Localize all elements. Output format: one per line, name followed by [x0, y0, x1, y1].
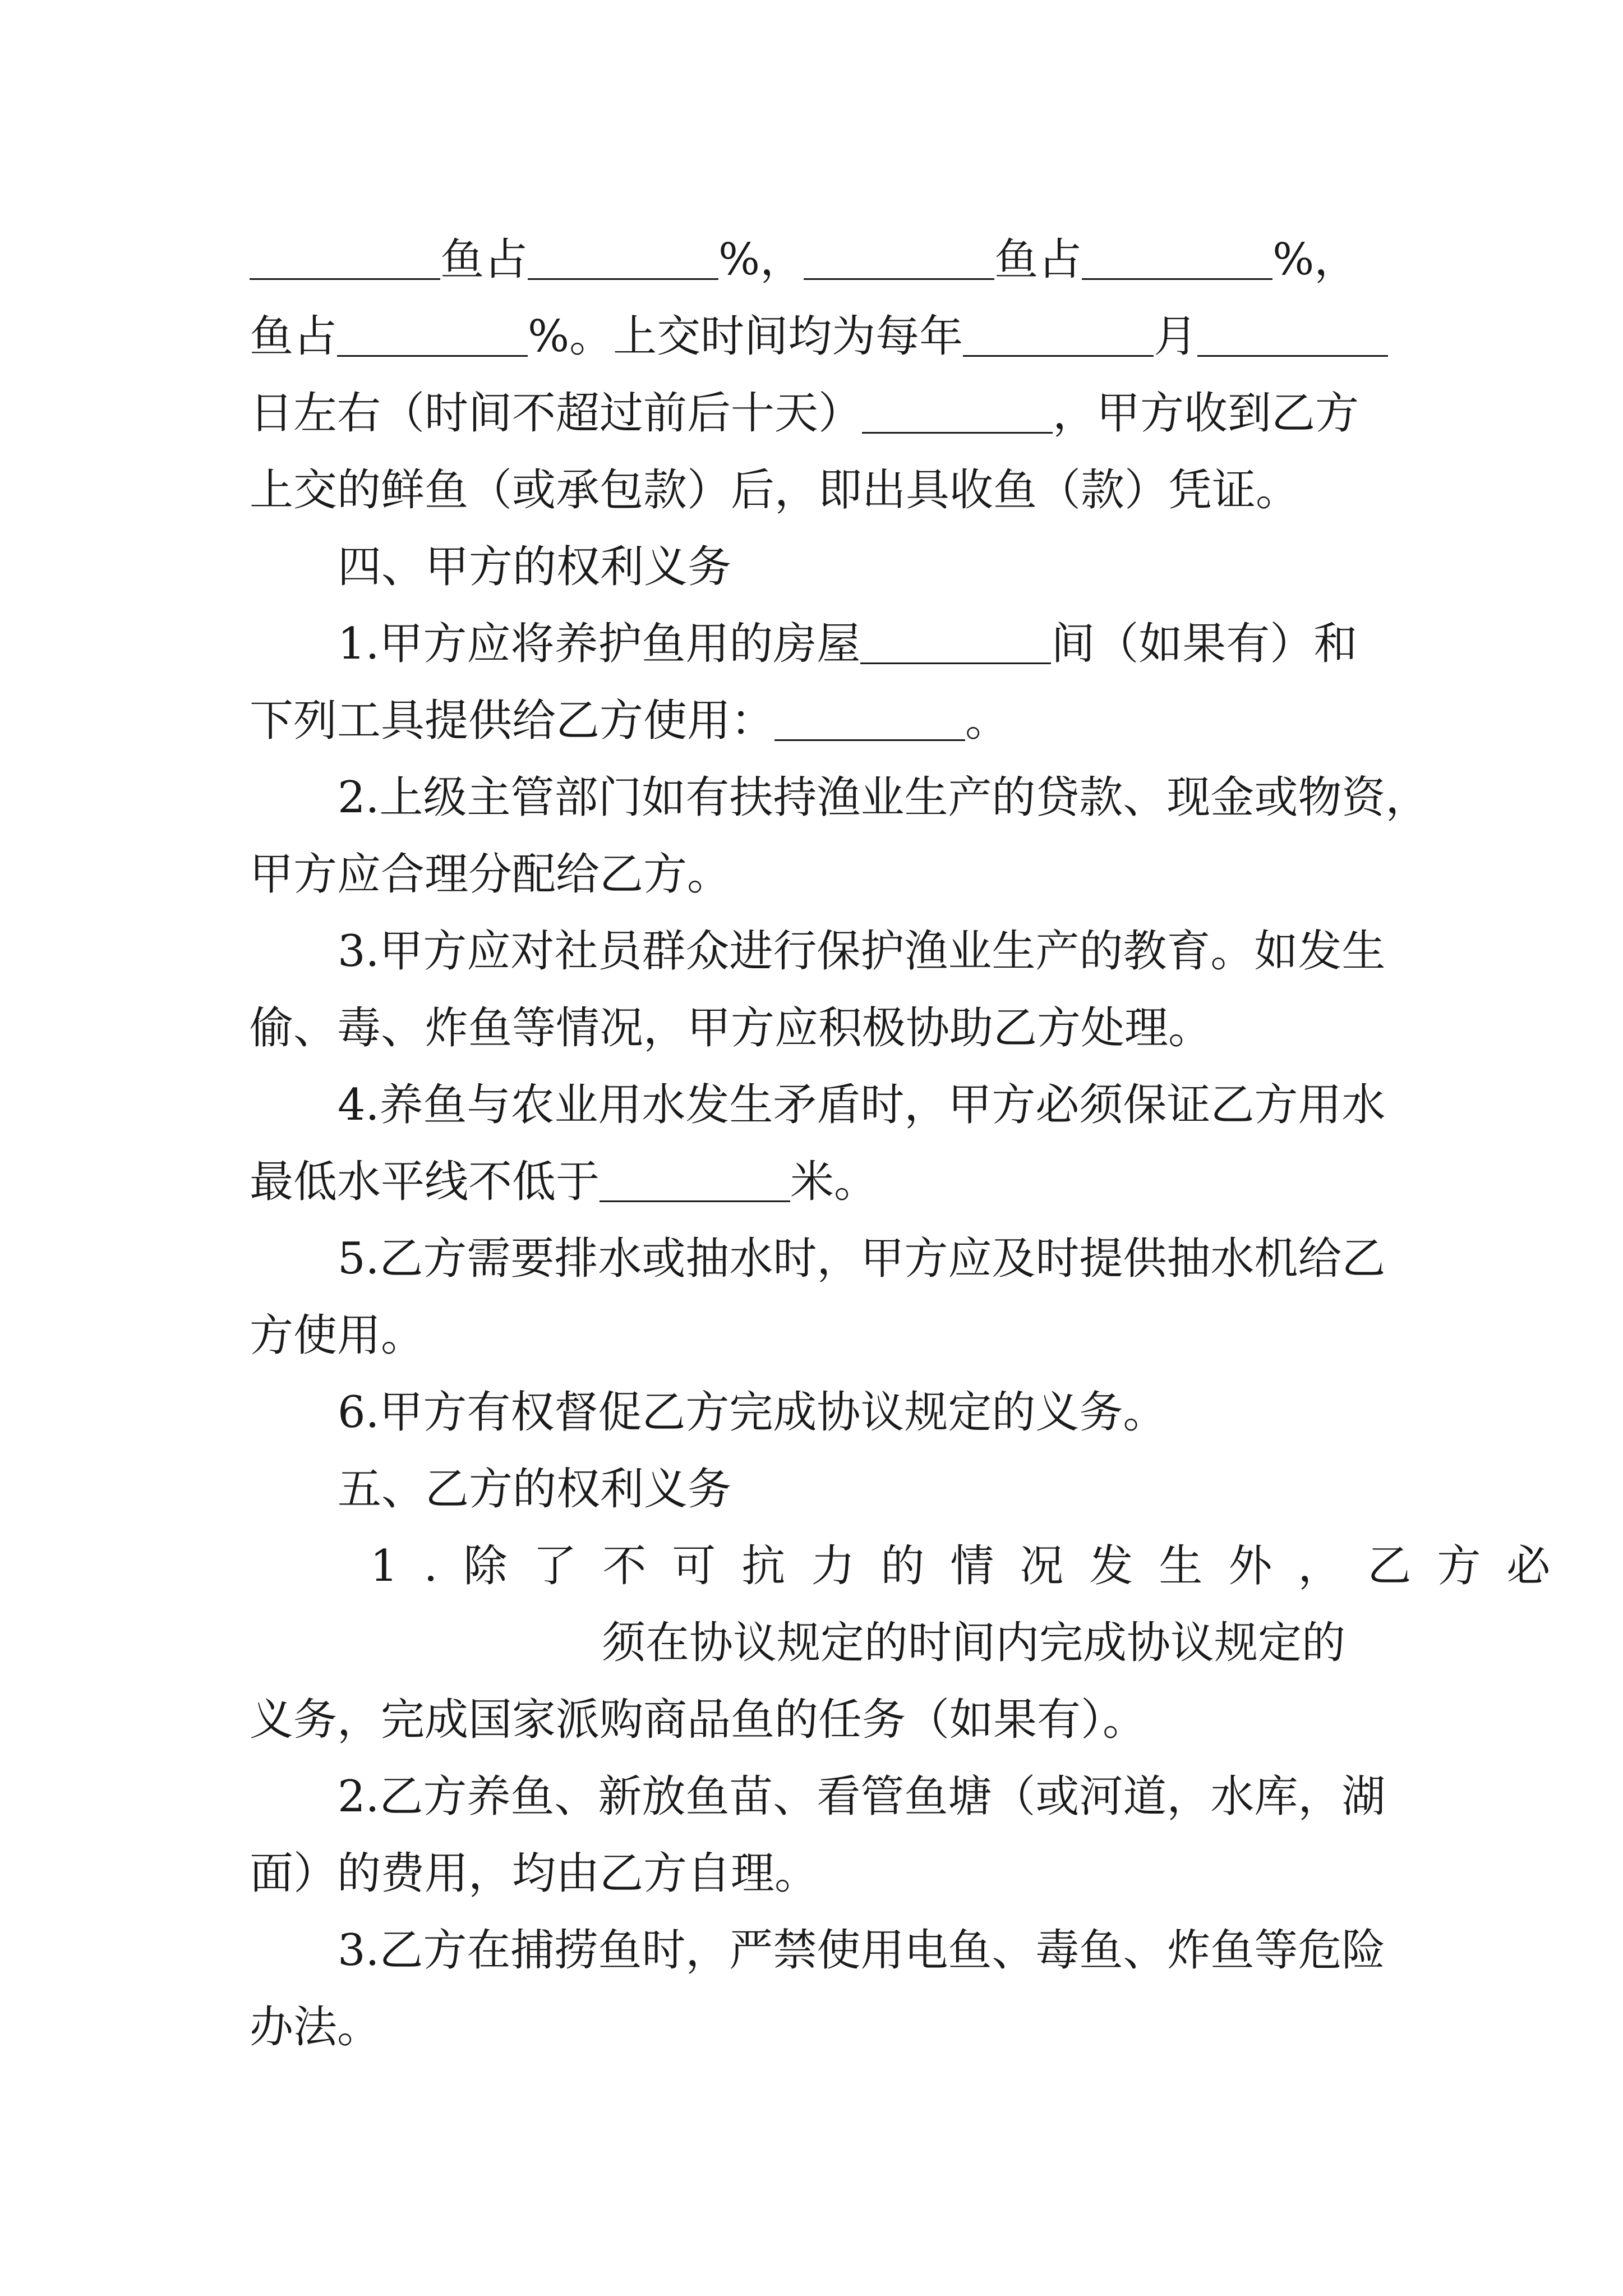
clause-b2-line-1 [250, 1759, 1394, 1835]
clause-text: 偷、毒、炸鱼等情况，甲方应积极协助乙方处理。 [250, 1003, 1212, 1053]
document-body [250, 222, 1576, 2066]
clause-text: 2.乙方养鱼、新放鱼苗、看管鱼塘（或河道，水库，湖 [338, 1772, 1386, 1822]
clause-a1-line-2 [250, 683, 1394, 760]
heading-text: 四、甲方的权利义务 [338, 542, 732, 592]
paragraph-line-3 [250, 375, 1394, 452]
clause-a3-line-2 [250, 990, 1394, 1067]
paragraph-line-2 [250, 298, 1394, 375]
clause-text: 办法。 [250, 2002, 381, 2053]
clause-a3-line-1 [250, 913, 1394, 990]
clause-a4-line-2 [250, 1144, 1394, 1221]
fill-in-blank [804, 234, 994, 280]
clause-b1-line-3 [250, 1682, 1394, 1759]
fill-in-blank [1197, 311, 1388, 357]
text-fish-share: 鱼占 [250, 311, 338, 362]
clause-text: 。 [965, 696, 1009, 746]
clause-a2-line-2 [250, 836, 1394, 913]
clause-text: 4.养鱼与农业用水发生矛盾时，甲方必须保证乙方用水 [338, 1080, 1386, 1130]
paragraph-line-1 [250, 222, 1394, 298]
clause-b2-line-2 [250, 1835, 1394, 1912]
clause-text: 米。 [790, 1157, 878, 1207]
text-fish-share: 鱼占 [440, 234, 528, 285]
fill-in-blank [963, 311, 1154, 357]
clause-text: 3.甲方应对社员群众进行保护渔业生产的教育。如发生 [338, 926, 1386, 977]
clause-text: 面）的费用，均由乙方自理。 [250, 1848, 819, 1899]
paragraph-line-4 [250, 452, 1394, 529]
clause-text: 须在协议规定的时间内完成协议规定的 [602, 1618, 1346, 1668]
clause-text: 最低水平线不低于 [250, 1157, 600, 1207]
fill-in-blank [337, 311, 528, 357]
heading-text: 五、乙方的权利义务 [338, 1464, 732, 1515]
clause-a2-line-1 [250, 760, 1430, 836]
text-month: 月 [1154, 311, 1198, 362]
text-receipt: ，甲方收到乙方 [1053, 388, 1359, 439]
clause-text: 6.甲方有权督促乙方完成协议规定的义务。 [338, 1387, 1167, 1438]
text-percent: %， [1272, 234, 1358, 285]
clause-a4-line-1 [250, 1067, 1394, 1144]
fill-in-blank [860, 619, 1051, 664]
text-percent: %， [718, 234, 804, 285]
text-voucher: 上交的鲜鱼（或承包款）后，即出具收鱼（款）凭证。 [250, 465, 1300, 516]
clause-text: 1.甲方应将养护鱼用的房屋 [338, 619, 861, 669]
clause-b3-line-2 [250, 1989, 1394, 2066]
clause-text: 方使用。 [250, 1310, 425, 1361]
clause-b1-line-2 [250, 1605, 1394, 1682]
clause-b1-line-1 [250, 1528, 1576, 1605]
clause-text: 义务，完成国家派购商品鱼的任务（如果有）。 [250, 1695, 1147, 1745]
clause-text: 3.乙方在捕捞鱼时，严禁使用电鱼、毒鱼、炸鱼等危险 [338, 1925, 1386, 1976]
clause-text: 1.除了不可抗力的情况发生外，乙方必 [370, 1541, 1576, 1591]
clause-a6 [250, 1374, 1394, 1451]
clause-text: 甲方应合理分配给乙方。 [250, 849, 731, 900]
clause-text: 2.上级主管部门如有扶持渔业生产的贷款、现金或物资， [338, 772, 1430, 823]
fill-in-blank [1082, 234, 1272, 280]
clause-text: 5.乙方需要排水或抽水时，甲方应及时提供抽水机给乙 [338, 1234, 1386, 1284]
section-heading-party-a [250, 529, 1394, 606]
clause-text: 下列工具提供给乙方使用： [250, 696, 775, 746]
section-heading-party-b [250, 1451, 1394, 1528]
fill-in-blank [250, 234, 440, 280]
text-fish-share: 鱼占 [994, 234, 1082, 285]
clause-text: 间（如果有）和 [1051, 619, 1358, 669]
fill-in-blank [528, 234, 718, 280]
fill-in-blank [600, 1157, 790, 1202]
fill-in-blank [774, 696, 965, 741]
clause-a5-line-2 [250, 1297, 1394, 1374]
text-day-range: 日左右（时间不超过前后十天） [250, 388, 863, 439]
clause-a5-line-1 [250, 1221, 1394, 1297]
clause-a1-line-1 [250, 606, 1394, 683]
clause-b3-line-1 [250, 1912, 1394, 1989]
fill-in-blank [862, 388, 1053, 434]
text-submission-time: %。上交时间均为每年 [528, 311, 963, 362]
